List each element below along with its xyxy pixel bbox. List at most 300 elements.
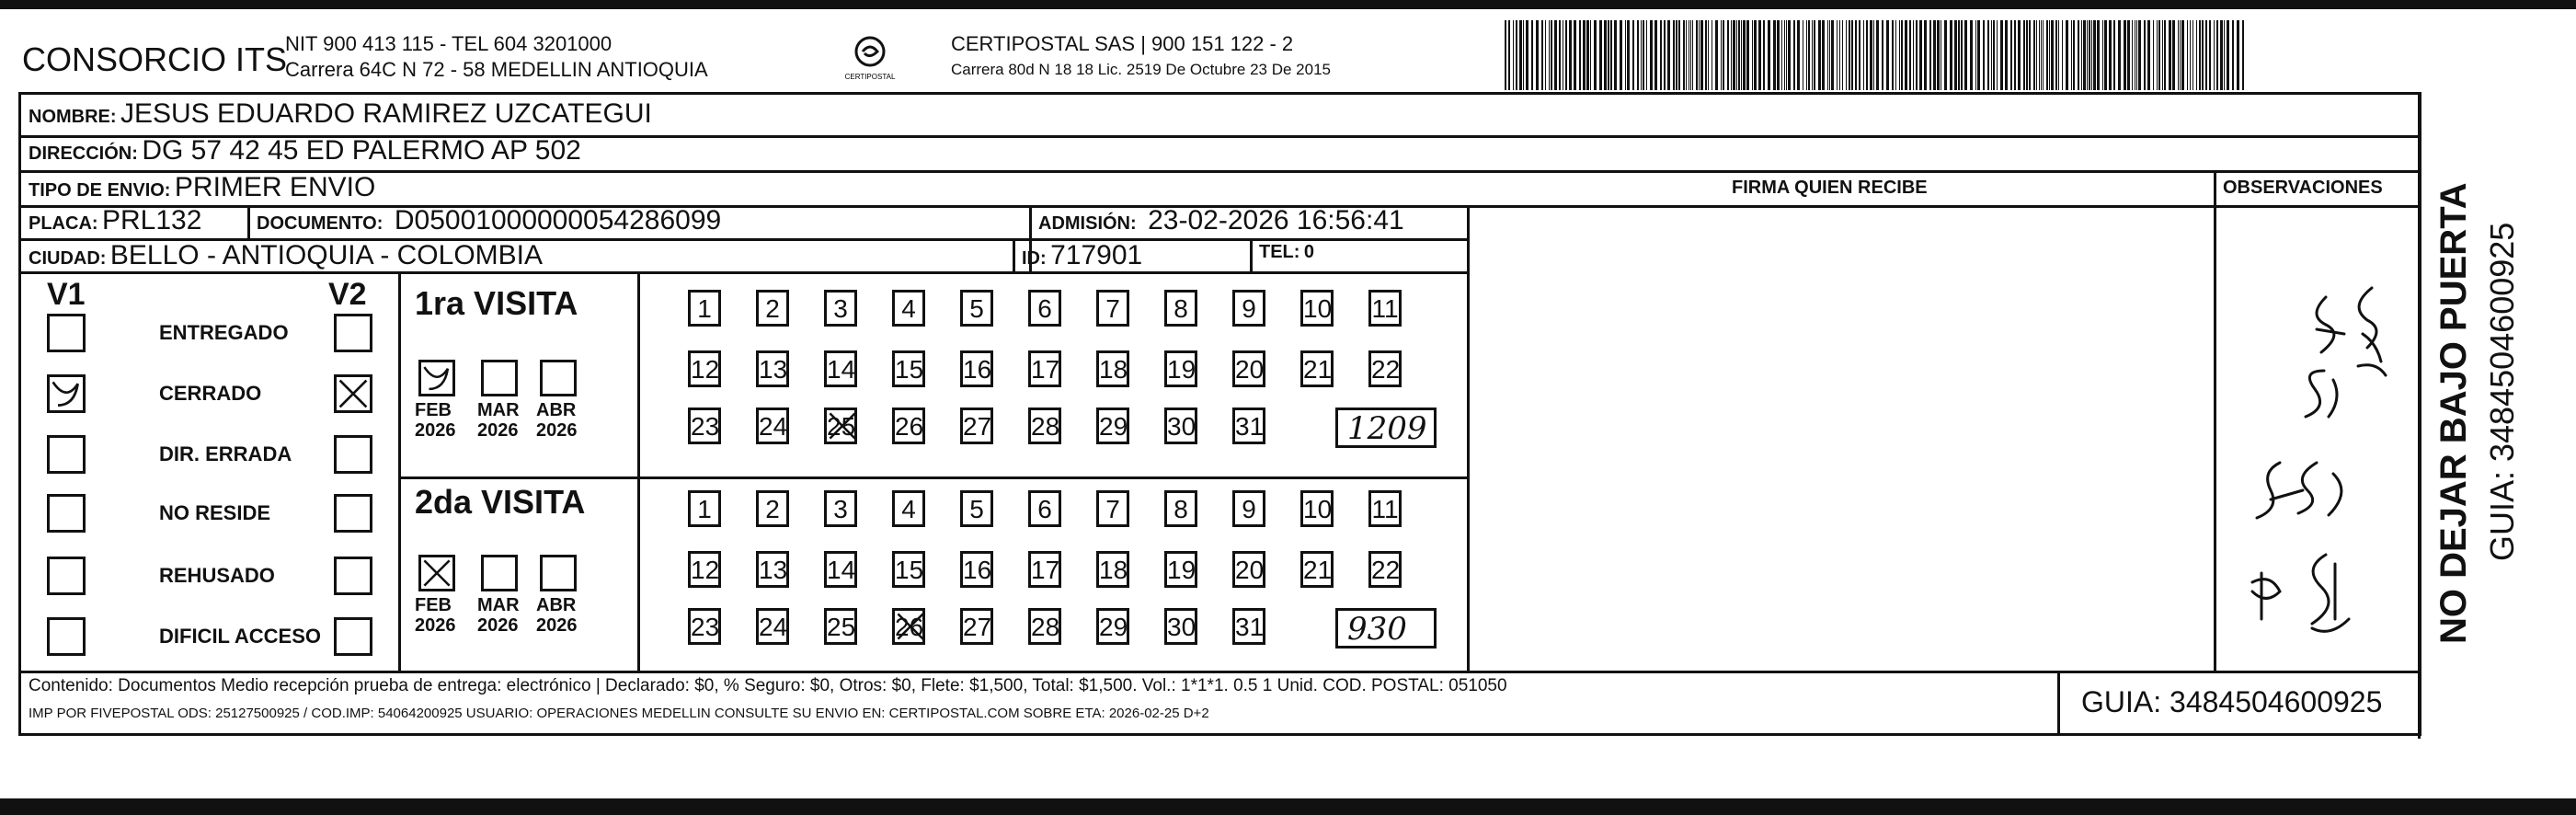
barcode-bar [1545,20,1546,90]
barcode-bar [1733,20,1735,90]
barcode-bar [1569,20,1572,90]
day-box[interactable]: 26 [892,408,925,444]
status-v1-checkbox[interactable] [47,557,86,595]
day-box[interactable]: 18 [1096,350,1129,387]
status-v1-checkbox[interactable] [47,374,86,413]
barcode-bar [1586,20,1589,90]
barcode-bar [1667,20,1670,90]
barcode-bar [1777,20,1780,90]
month-checkbox-abr[interactable] [540,555,577,591]
barcode-bar [1793,20,1795,90]
day-box[interactable]: 14 [824,350,857,387]
day-box[interactable]: 29 [1096,608,1129,645]
carrier-name: CERTIPOSTAL SAS | 900 151 122 - 2 [951,32,1294,55]
day-box[interactable]: 19 [1164,551,1197,588]
barcode-bar [1859,20,1860,90]
barcode-bar [1901,20,1903,90]
day-box[interactable]: 23 [688,408,721,444]
barcode-bar [2172,20,2175,90]
barcode-bar [1977,20,1980,90]
barcode-bar [1808,20,1810,90]
day-box[interactable]: 27 [960,408,993,444]
barcode-bar [1876,20,1879,90]
day-box[interactable]: 7 [1096,490,1129,527]
barcode-bar [1870,20,1872,90]
day-box[interactable]: 6 [1028,290,1061,327]
month-label: FEB [415,595,452,615]
barcode-bar [1678,20,1680,90]
barcode-bar [1708,20,1709,90]
barcode-bar [1958,20,1960,90]
day-box[interactable]: 6 [1028,490,1061,527]
barcode-bar [1895,20,1896,90]
barcode-bar [1731,20,1732,90]
observations-handwriting [2225,279,2409,665]
barcode-bar [1625,20,1626,90]
nombre-row [29,98,652,130]
day-box[interactable]: 17 [1028,551,1061,588]
barcode-bar [1715,20,1718,90]
barcode-bar [1646,20,1647,90]
barcode-bar [2109,20,2112,90]
barcode-bar [1599,20,1602,90]
barcode-bar [1863,20,1864,90]
ciudad-label: CIUDAD: [29,248,107,269]
day-box[interactable]: 12 [688,551,721,588]
barcode-bar [2169,20,2171,90]
barcode-bar [2097,20,2100,90]
admision-value: 23-02-2026 16:56:41 [1148,205,1404,235]
barcode-bar [1741,20,1742,90]
day-box[interactable]: 2 [756,290,789,327]
barcode-bar [2062,20,2063,90]
day-box[interactable]: 13 [756,551,789,588]
barcode-bar [1676,20,1677,90]
barcode-bar [1919,20,1922,90]
tipo-envio-value: PRIMER ENVIO [174,172,376,202]
barcode-bar [1637,20,1639,90]
nombre-label: NOMBRE: [29,107,117,127]
barcode-bar [1773,20,1776,90]
barcode-bar [2041,20,2042,90]
handwritten-time: 930 [1347,611,1407,648]
barcode-bar [1738,20,1740,90]
barcode-bar [1924,20,1927,90]
barcode-bar [2066,20,2068,90]
day-box[interactable]: 7 [1096,290,1129,327]
barcode-bar [1743,20,1746,90]
barcode-bar [1831,20,1834,90]
day-box[interactable]: 21 [1300,551,1334,588]
barcode-bar [1683,20,1685,90]
month-checkbox-feb[interactable] [418,360,455,396]
month-label: ABR [536,595,577,615]
year-label: 2026 [536,420,578,441]
barcode-bar [1961,20,1963,90]
barcode-bar [2187,20,2188,90]
day-box[interactable]: 18 [1096,551,1129,588]
barcode-bar [2202,20,2204,90]
status-v1-checkbox[interactable] [47,435,86,474]
day-box[interactable]: 3 [824,490,857,527]
day-box[interactable]: 8 [1164,290,1197,327]
barcode-bar [2158,20,2160,90]
barcode-bar [1632,20,1634,90]
tipo-envio-label: TIPO DE ENVIO: [29,180,171,201]
barcode-bar [1846,20,1847,90]
barcode-bar [2113,20,2115,90]
barcode-bar [1752,20,1753,90]
day-box[interactable]: 11 [1368,290,1402,327]
status-v1-checkbox[interactable] [47,617,86,656]
barcode-bar [1849,20,1850,90]
barcode-bar [1699,20,1700,90]
day-box[interactable]: 1 [688,490,721,527]
day-box[interactable]: 10 [1300,290,1334,327]
barcode-bar [1754,20,1757,90]
barcode-bar [1565,20,1567,90]
year-label: 2026 [477,420,519,441]
day-box[interactable]: 24 [756,408,789,444]
company-address: Carrera 64C N 72 - 58 MEDELLIN ANTIOQUIA [285,58,708,81]
day-box[interactable]: 9 [1232,490,1265,527]
barcode-bar [1781,20,1782,90]
barcode-bar [2181,20,2184,90]
day-box[interactable]: 29 [1096,408,1129,444]
day-box[interactable]: 22 [1368,350,1402,387]
day-box[interactable]: 25 [824,408,857,444]
day-box[interactable]: 31 [1232,608,1265,645]
day-box[interactable]: 28 [1028,408,1061,444]
year-label: 2026 [536,615,578,636]
barcode-bar [1705,20,1707,90]
barcode-bar [2014,20,2016,90]
top-border [0,0,2576,9]
barcode-bar [2102,20,2103,90]
barcode-bar [2180,20,2181,90]
barcode-bar [2005,20,2008,90]
status-v1-checkbox[interactable] [47,314,86,352]
month-checkbox-abr[interactable] [540,360,577,396]
day-box[interactable]: 23 [688,608,721,645]
visit2-title: 2da VISITA [415,483,586,521]
status-v2-checkbox[interactable] [334,557,372,595]
barcode-bar [1746,20,1749,90]
barcode-bar [1987,20,1989,90]
barcode-bar [2157,20,2158,90]
barcode-bar [1654,20,1657,90]
status-v2-checkbox[interactable] [334,494,372,533]
barcode-bar [2190,20,2191,90]
barcode-bar [1991,20,1992,90]
ciudad-value: BELLO - ANTIOQUIA - COLOMBIA [109,240,544,270]
barcode-bar [1786,20,1787,90]
barcode-bar [1829,20,1830,90]
barcode-bar [1954,20,1957,90]
barcode-bar [1579,20,1581,90]
barcode-bar [1818,20,1821,90]
status-v2-checkbox[interactable] [334,374,372,413]
ciudad-cell [29,240,543,271]
year-label: 2026 [415,420,456,441]
barcode-bar [1554,20,1557,90]
barcode-bar [2093,20,2096,90]
day-box[interactable]: 8 [1164,490,1197,527]
status-label: DIFICIL ACCESO [159,625,322,648]
barcode-bar [2147,20,2150,90]
barcode-bar [2078,20,2079,90]
barcode-bar [1686,20,1687,90]
day-box[interactable]: 20 [1232,551,1265,588]
day-box[interactable]: 26 [892,608,925,645]
id-value: 717901 [1050,240,1143,270]
year-label: 2026 [477,615,519,636]
barcode-bar [2043,20,2044,90]
documento-label: DOCUMENTO: [257,213,384,234]
barcode-bar [1727,20,1729,90]
barcode-bar [1508,20,1510,90]
day-box[interactable]: 27 [960,608,993,645]
month-label: MAR [477,595,520,615]
day-box[interactable]: 24 [756,608,789,645]
barcode-bar [1784,20,1785,90]
barcode-bar [1590,20,1591,90]
barcode-bar [2083,20,2086,90]
status-label: CERRADO [159,382,262,405]
barcode-bar [2138,20,2141,90]
barcode-bar [2039,20,2040,90]
placa-label: PLACA: [29,213,98,234]
day-box[interactable]: 28 [1028,608,1061,645]
v1-header: V1 [47,277,86,312]
barcode-bar [1519,20,1522,90]
day-box[interactable]: 12 [688,350,721,387]
barcode-bar [1886,20,1889,90]
barcode-bar [2214,20,2215,90]
day-box[interactable]: 20 [1232,350,1265,387]
day-box[interactable]: 22 [1368,551,1402,588]
day-box[interactable]: 17 [1028,350,1061,387]
barcode-bar [1806,20,1807,90]
day-box[interactable]: 10 [1300,490,1334,527]
handwritten-time: 1209 [1347,410,1427,447]
barcode-bar [2178,20,2179,90]
barcode-bar [2192,20,2193,90]
barcode-bar [1814,20,1815,90]
admision-label: ADMISIÓN: [1038,213,1137,234]
tipo-envio-row [29,172,375,203]
barcode-bar [1944,20,1947,90]
barcode-bar [1650,20,1653,90]
barcode-bar [2153,20,2154,90]
barcode-bar [2162,20,2163,90]
footer-line1: Contenido: Documentos Medio recepción prueba de entrega: electrónico | Declarado: $0, % Seguro: $0, Otros: $0, Flete: $1,500, Total: $1,500. Vol.: 1*1*1. 0.5 1 Unid. COD. POSTAL: 051050 [29,676,1507,695]
admision-cell [1038,205,1404,236]
no-dejar-bajo-puerta: NO DEJAR BAJO PUERTA [2433,182,2474,644]
barcode-bar [1866,20,1868,90]
nombre-value: JESUS EDUARDO RAMIREZ UZCATEGUI [120,98,652,129]
barcode-bar [2073,20,2075,90]
day-box[interactable]: 16 [960,350,993,387]
barcode-bar [1933,20,1936,90]
day-box[interactable]: 1 [688,290,721,327]
barcode-bar [1997,20,1998,90]
barcode-bar [1993,20,1995,90]
barcode-bar [2237,20,2239,90]
barcode-bar [1536,20,1539,90]
status-label: DIR. ERRADA [159,442,292,465]
barcode-bar [2036,20,2037,90]
v2-header: V2 [328,277,367,312]
day-box[interactable]: 11 [1368,490,1402,527]
certipostal-logo [842,31,898,86]
barcode-bar [2199,20,2201,90]
barcode-bar [1873,20,1874,90]
status-v2-checkbox[interactable] [334,435,372,474]
barcode-bar [1643,20,1644,90]
id-label: ID: [1022,248,1047,269]
barcode-bar [1970,20,1973,90]
footer-guia: GUIA: 3484504600925 [2081,685,2383,718]
barcode-bar [2164,20,2166,90]
tel-label: TEL: [1259,242,1300,262]
barcode-bar [2091,20,2092,90]
observaciones-label: OBSERVACIONES [2223,178,2383,198]
day-box[interactable]: 16 [960,551,993,588]
barcode-bar [2029,20,2031,90]
month-checkbox-mar[interactable] [481,555,518,591]
barcode-bar [1583,20,1586,90]
day-box[interactable]: 4 [892,290,925,327]
status-v1-checkbox[interactable] [47,494,86,533]
visit1-title: 1ra VISITA [415,284,578,322]
barcode-bar [2196,20,2197,90]
barcode-bar [1620,20,1622,90]
month-checkbox-feb[interactable] [418,555,455,591]
barcode-bar [1531,20,1533,90]
barcode-bar [1549,20,1550,90]
barcode-bar [1839,20,1840,90]
status-v2-checkbox[interactable] [334,617,372,656]
barcode-bar [1664,20,1666,90]
barcode-bar [1909,20,1911,90]
handwritten-time-box[interactable] [1335,408,1437,448]
barcode-bar [1827,20,1828,90]
day-box[interactable]: 15 [892,551,925,588]
day-box[interactable]: 21 [1300,350,1334,387]
barcode-bar [1574,20,1576,90]
barcode-bar [2127,20,2130,90]
barcode-bar [2205,20,2207,90]
direccion-row [29,135,581,166]
barcode-bar [1916,20,1918,90]
day-box[interactable]: 19 [1164,350,1197,387]
barcode-bar [1516,20,1517,90]
day-box[interactable]: 13 [756,350,789,387]
barcode-bar [1604,20,1607,90]
barcode-bar [2046,20,2048,90]
bottom-border [0,798,2576,815]
day-box[interactable]: 5 [960,490,993,527]
day-box[interactable]: 9 [1232,290,1265,327]
day-box[interactable]: 31 [1232,408,1265,444]
day-box[interactable]: 2 [756,490,789,527]
day-box[interactable]: 25 [824,608,857,645]
direccion-label: DIRECCIÓN: [29,143,138,164]
id-cell [1022,240,1142,271]
handwritten-time-box[interactable] [1335,608,1437,649]
status-v2-checkbox[interactable] [334,314,372,352]
barcode-bar [2232,20,2234,90]
barcode-bar [1851,20,1853,90]
barcode-bar [1768,20,1770,90]
barcode-bar [1614,20,1617,90]
barcode-bar [2216,20,2218,90]
status-label: REHUSADO [159,564,275,587]
day-box[interactable]: 5 [960,290,993,327]
barcode-bar [2209,20,2211,90]
barcode-bar [2018,20,2021,90]
month-label: ABR [536,400,577,420]
barcode-bar [2049,20,2050,90]
day-box[interactable]: 4 [892,490,925,527]
barcode-bar [1812,20,1813,90]
footer-line2: IMP POR FIVEPOSTAL ODS: 25127500925 / COD.IMP: 54064200925 USUARIO: OPERACIONES MEDELLIN CONSULTE SU ENVIO EN: CERTIPOSTAL.COM SOBRE ETA: 2026-02-25 D+2 [29,706,1209,721]
day-box[interactable]: 30 [1164,408,1197,444]
delivery-form [18,92,2421,736]
barcode-bar [2132,20,2133,90]
barcode [1505,20,2250,90]
documento-cell [257,205,721,236]
barcode-bar [2220,20,2223,90]
barcode-bar [1696,20,1698,90]
barcode-bar [1551,20,1552,90]
barcode-bar [1950,20,1952,90]
barcode-bar [1913,20,1914,90]
barcode-bar [1594,20,1597,90]
firma-label: FIRMA QUIEN RECIBE [1732,178,1928,198]
year-label: 2026 [415,615,456,636]
barcode-bar [1513,20,1514,90]
barcode-bar [2058,20,2059,90]
barcode-bar [1692,20,1693,90]
barcode-bar [2087,20,2088,90]
barcode-bar [2010,20,2012,90]
day-box[interactable]: 30 [1164,608,1197,645]
barcode-bar [1700,20,1703,90]
barcode-bar [2136,20,2137,90]
status-label: NO RESIDE [159,501,271,524]
barcode-bar [2242,20,2244,90]
day-box[interactable]: 15 [892,350,925,387]
day-box[interactable]: 14 [824,551,857,588]
barcode-bar [1526,20,1528,90]
day-box[interactable]: 3 [824,290,857,327]
barcode-bar [1929,20,1931,90]
placa-value: PRL132 [102,205,202,235]
carrier-address: Carrera 80d N 18 18 Lic. 2519 De Octubre 23 De 2015 [951,61,1331,78]
month-checkbox-mar[interactable] [481,360,518,396]
barcode-bar [1797,20,1800,90]
barcode-bar [1937,20,1940,90]
barcode-bar [1899,20,1900,90]
barcode-bar [1690,20,1691,90]
direccion-value: DG 57 42 45 ED PALERMO AP 502 [142,135,581,166]
company-nit: NIT 900 413 115 - TEL 604 3201000 [285,32,613,55]
barcode-bar [1842,20,1843,90]
barcode-bar [1505,20,1506,90]
barcode-bar [2055,20,2057,90]
